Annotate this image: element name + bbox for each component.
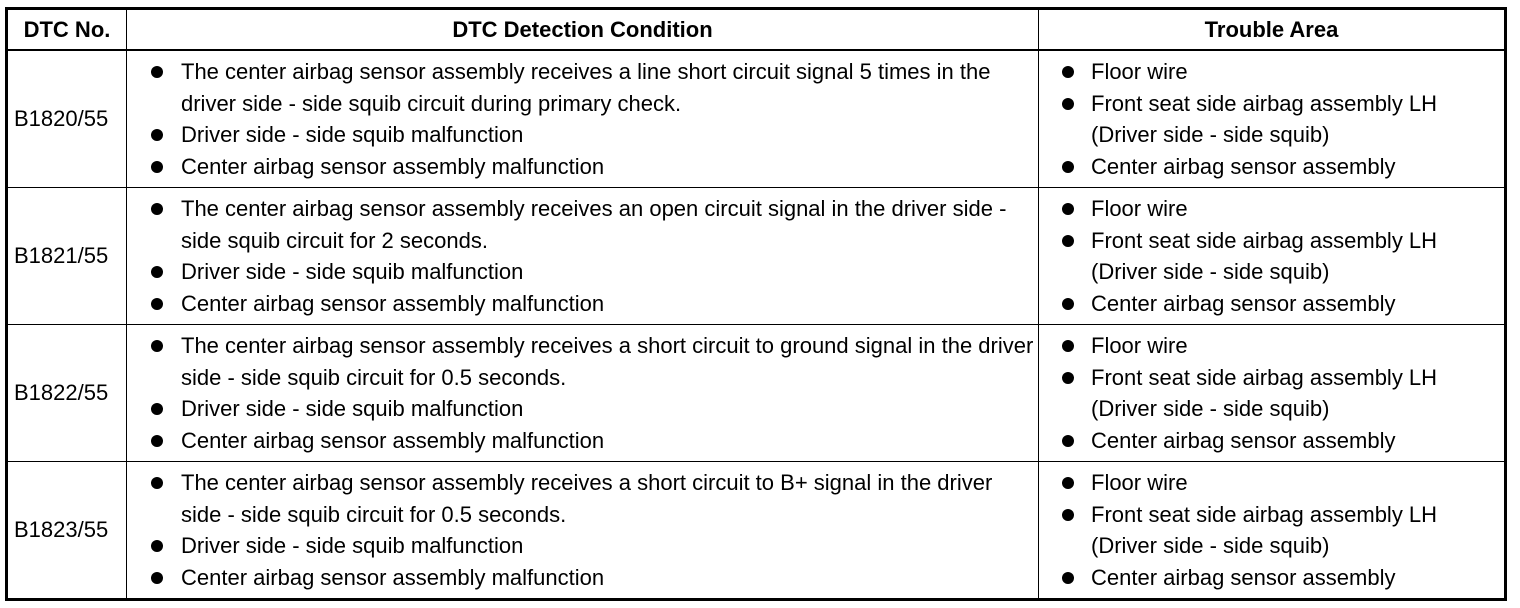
dtc-code-cell: B1821/55 [7,188,127,325]
trouble-area-item: Floor wire [1039,56,1504,88]
table-row [7,462,1506,600]
header-detection-condition: DTC Detection Condition [127,9,1039,51]
condition-item: Driver side - side squib malfunction [127,530,1038,562]
condition-list [127,330,1038,456]
trouble-area-item: Center airbag sensor assembly [1039,562,1504,594]
trouble-area-item: Front seat side airbag assembly LH (Driver side - side squib) [1039,499,1504,562]
dtc-code-cell: B1822/55 [7,325,127,462]
trouble-area-cell [1039,325,1506,462]
condition-item: The center airbag sensor assembly receives a line short circuit signal 5 times in the driver side - side squib circuit during primary check. [127,56,1038,119]
condition-item: Driver side - side squib malfunction [127,393,1038,425]
trouble-area-item: Center airbag sensor assembly [1039,425,1504,457]
trouble-area-list [1039,56,1504,182]
header-trouble-area: Trouble Area [1039,9,1506,51]
condition-item: Driver side - side squib malfunction [127,256,1038,288]
condition-item: Center airbag sensor assembly malfunction [127,288,1038,320]
condition-item: Center airbag sensor assembly malfunction [127,425,1038,457]
condition-item: Driver side - side squib malfunction [127,119,1038,151]
condition-cell [127,325,1039,462]
trouble-area-list [1039,193,1504,319]
table-row [7,50,1506,188]
condition-item: The center airbag sensor assembly receives a short circuit to ground signal in the driver side - side squib circuit for 0.5 seconds. [127,330,1038,393]
table-row [7,325,1506,462]
trouble-area-item: Center airbag sensor assembly [1039,288,1504,320]
condition-item: Center airbag sensor assembly malfunction [127,562,1038,594]
trouble-area-item: Front seat side airbag assembly LH (Driver side - side squib) [1039,88,1504,151]
header-dtc-no: DTC No. [7,9,127,51]
trouble-area-list [1039,330,1504,456]
condition-cell [127,50,1039,188]
condition-list [127,56,1038,182]
trouble-area-item: Center airbag sensor assembly [1039,151,1504,183]
trouble-area-cell [1039,50,1506,188]
trouble-area-list [1039,467,1504,593]
dtc-code-cell: B1820/55 [7,50,127,188]
condition-item: The center airbag sensor assembly receives a short circuit to B+ signal in the driver side - side squib circuit for 0.5 seconds. [127,467,1038,530]
trouble-area-cell [1039,462,1506,600]
dtc-table [5,7,1507,601]
trouble-area-cell [1039,188,1506,325]
trouble-area-item: Front seat side airbag assembly LH (Driver side - side squib) [1039,225,1504,288]
condition-list [127,467,1038,593]
dtc-code-cell: B1823/55 [7,462,127,600]
condition-item: Center airbag sensor assembly malfunction [127,151,1038,183]
table-row [7,188,1506,325]
trouble-area-item: Floor wire [1039,467,1504,499]
condition-list [127,193,1038,319]
trouble-area-item: Floor wire [1039,193,1504,225]
trouble-area-item: Front seat side airbag assembly LH (Driver side - side squib) [1039,362,1504,425]
condition-item: The center airbag sensor assembly receives an open circuit signal in the driver side - side squib circuit for 2 seconds. [127,193,1038,256]
header-row [7,9,1506,51]
condition-cell [127,462,1039,600]
trouble-area-item: Floor wire [1039,330,1504,362]
condition-cell [127,188,1039,325]
